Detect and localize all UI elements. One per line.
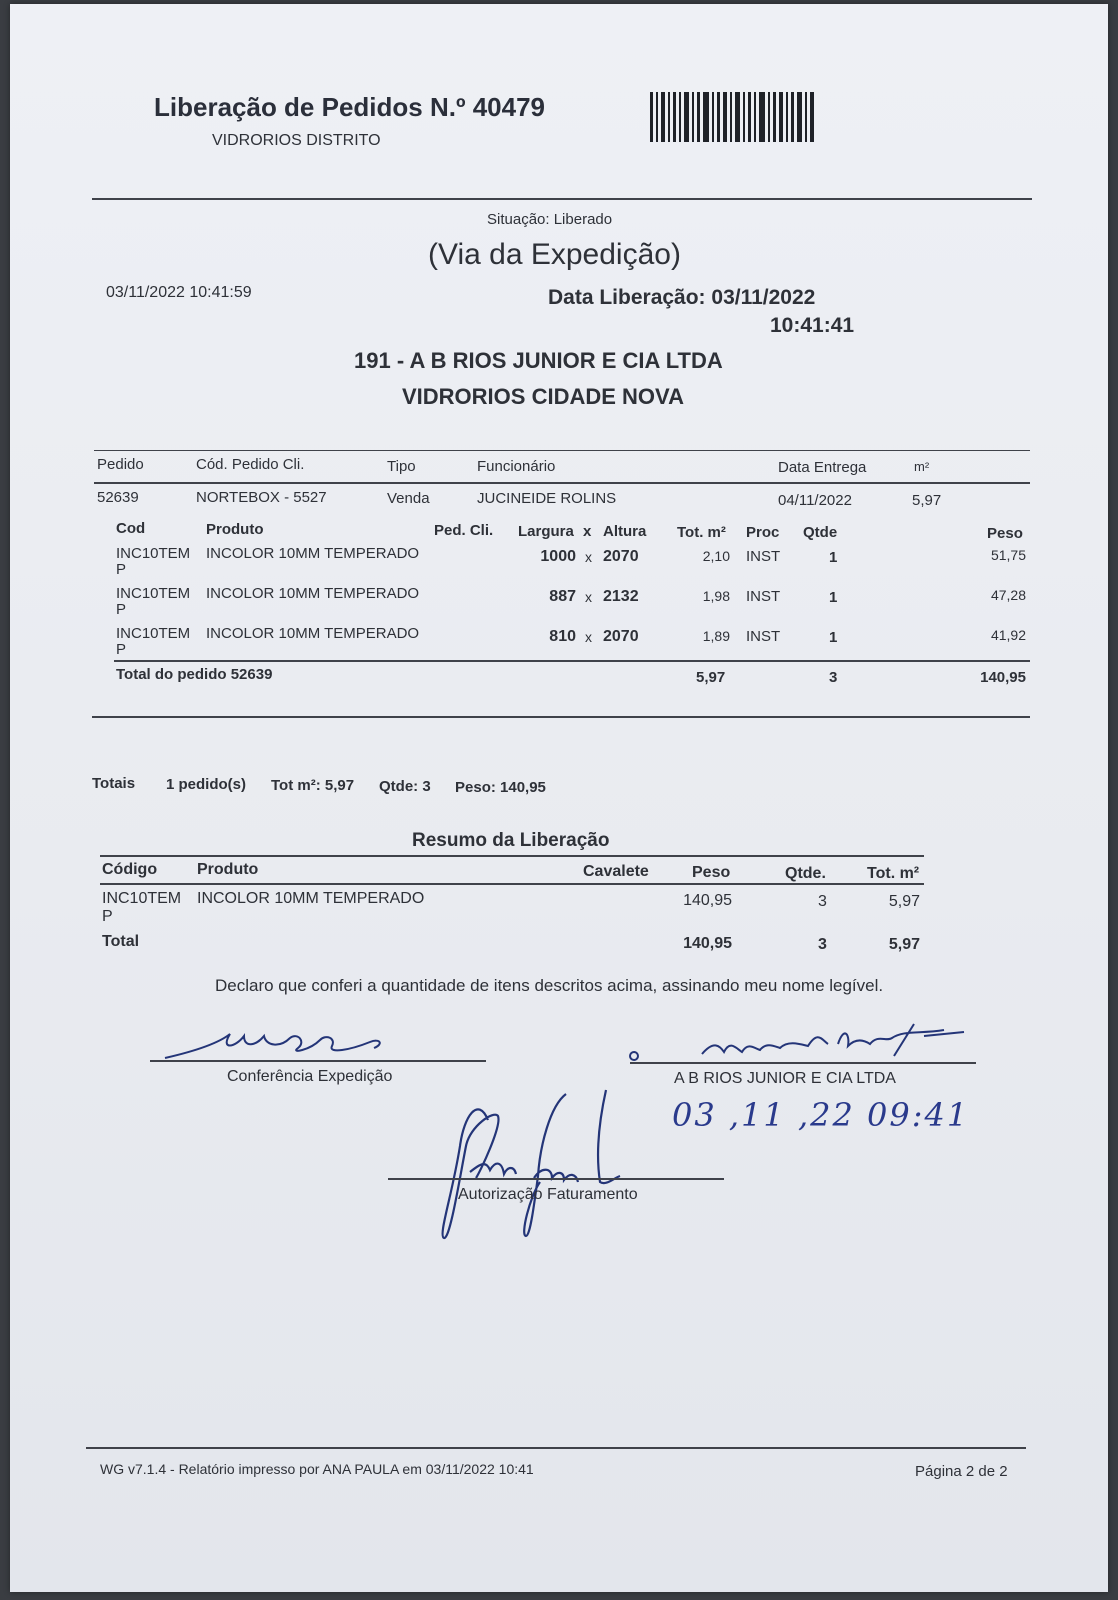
item-cod: INC10TEM xyxy=(116,545,191,562)
client-name: 191 - A B RIOS JUNIOR E CIA LTDA xyxy=(354,348,723,373)
conferencia-signature-line xyxy=(150,1060,486,1062)
client-signature-label: A B RIOS JUNIOR E CIA LTDA xyxy=(674,1070,896,1087)
cell-m2: 5,97 xyxy=(912,492,942,509)
cell-funcionario: JUCINEIDE ROLINS xyxy=(477,490,617,507)
order-total-qtde: 3 xyxy=(829,669,838,686)
barcode xyxy=(650,92,814,142)
col-m2: m² xyxy=(914,459,930,474)
release-time: 10:41:41 xyxy=(770,314,855,337)
summary-total-m2: 5,97 xyxy=(888,936,920,953)
totals-peso: Peso: 140,95 xyxy=(455,779,546,796)
totals-label: Totais xyxy=(92,775,136,792)
autorizacao-signature-line xyxy=(388,1178,724,1180)
summary-col-tot-m2: Tot. m² xyxy=(867,865,920,882)
header-divider xyxy=(92,198,1032,200)
cell-pedido: 52639 xyxy=(97,489,139,506)
summary-col-codigo: Código xyxy=(102,861,158,878)
item-qtde: 1 xyxy=(829,549,838,566)
item-proc: INST xyxy=(746,548,781,565)
item-cod-suffix: P xyxy=(116,561,127,578)
summary-peso: 140,95 xyxy=(683,892,732,909)
item-altura: 2132 xyxy=(603,588,639,605)
client-signature xyxy=(624,1016,974,1066)
conferencia-signature xyxy=(160,1020,400,1064)
item-cod-suffix: P xyxy=(116,641,127,658)
col-pedido: Pedido xyxy=(97,456,144,473)
order-total-label: Total do pedido 52639 xyxy=(116,666,273,683)
col-tipo: Tipo xyxy=(387,458,416,475)
item-largura: 810 xyxy=(549,628,576,645)
cell-data-entrega: 04/11/2022 xyxy=(778,492,852,509)
col-largura: Largura xyxy=(518,523,574,540)
footer-rule xyxy=(86,1447,1026,1449)
col-proc: Proc xyxy=(746,524,780,541)
col-data-entrega: Data Entrega xyxy=(778,459,867,476)
col-ped-cli: Ped. Cli. xyxy=(434,522,494,539)
document-title: Liberação de Pedidos N.º 40479 xyxy=(154,92,545,122)
item-altura: 2070 xyxy=(603,548,639,565)
summary-col-peso: Peso xyxy=(692,864,731,881)
footer-report-info: WG v7.1.4 - Relatório impresso por ANA PAULA em 03/11/2022 10:41 xyxy=(100,1461,534,1477)
client-signature-line xyxy=(630,1062,976,1064)
order-section-divider xyxy=(92,716,1030,718)
print-datetime: 03/11/2022 10:41:59 xyxy=(106,284,252,301)
item-x: x xyxy=(585,589,592,605)
col-altura: Altura xyxy=(603,523,647,540)
item-qtde: 1 xyxy=(829,589,838,606)
item-x: x xyxy=(585,629,592,645)
item-tot-m2: 2,10 xyxy=(702,548,730,564)
order-table-top-rule xyxy=(94,450,1030,451)
summary-col-produto: Produto xyxy=(197,861,259,878)
col-qtde: Qtde xyxy=(803,524,838,541)
cell-cod-pedido: NORTEBOX - 5527 xyxy=(196,489,327,506)
handwritten-date: 03 ,11 ,22 09:41 xyxy=(672,1096,970,1134)
item-altura: 2070 xyxy=(603,628,639,645)
item-proc: INST xyxy=(746,628,781,645)
col-cod-pedido: Cód. Pedido Cli. xyxy=(196,456,305,473)
totals-qtde: Qtde: 3 xyxy=(379,778,431,795)
summary-col-qtde: Qtde. xyxy=(785,865,826,882)
release-date: Data Liberação: 03/11/2022 xyxy=(548,286,816,309)
summary-col-cavalete: Cavalete xyxy=(583,863,649,880)
summary-tot-m2: 5,97 xyxy=(888,893,920,910)
document-sheet xyxy=(10,4,1108,1592)
summary-title: Resumo da Liberação xyxy=(412,830,610,851)
company-name: VIDRORIOS DISTRITO xyxy=(212,132,381,149)
summary-total-qtde: 3 xyxy=(818,936,827,953)
items-total-rule xyxy=(114,660,1030,662)
item-x: x xyxy=(585,549,592,565)
item-cod: INC10TEM xyxy=(116,585,191,602)
item-produto: INCOLOR 10MM TEMPERADO xyxy=(206,545,420,562)
summary-produto: INCOLOR 10MM TEMPERADO xyxy=(197,890,425,907)
col-x: x xyxy=(583,523,592,540)
summary-codigo-suffix: P xyxy=(102,908,113,925)
item-produto: INCOLOR 10MM TEMPERADO xyxy=(206,625,420,642)
item-cod-suffix: P xyxy=(116,601,127,618)
item-tot-m2: 1,98 xyxy=(702,588,730,604)
col-peso: Peso xyxy=(987,525,1023,542)
item-proc: INST xyxy=(746,588,781,605)
summary-codigo: INC10TEM xyxy=(102,890,182,907)
item-tot-m2: 1,89 xyxy=(702,628,730,644)
client-branch: VIDRORIOS CIDADE NOVA xyxy=(402,384,684,409)
autorizacao-label: Autorização Faturamento xyxy=(458,1186,638,1203)
order-total-peso: 140,95 xyxy=(980,669,1026,686)
totals-m2: Tot m²: 5,97 xyxy=(271,777,355,794)
item-peso: 41,92 xyxy=(990,627,1026,643)
col-produto: Produto xyxy=(206,521,264,538)
conferencia-label: Conferência Expedição xyxy=(227,1068,393,1085)
col-tot-m2: Tot. m² xyxy=(677,524,726,541)
summary-total-label: Total xyxy=(102,933,140,950)
item-largura: 887 xyxy=(549,588,576,605)
item-peso: 51,75 xyxy=(990,547,1026,563)
col-cod: Cod xyxy=(116,520,146,537)
cell-tipo: Venda xyxy=(387,490,430,507)
autorizacao-signature xyxy=(430,1086,650,1246)
page-number: Página 2 de 2 xyxy=(915,1463,1008,1480)
summary-header-rule xyxy=(100,883,924,885)
summary-total-peso: 140,95 xyxy=(683,935,732,952)
declaration-text: Declaro que conferi a quantidade de itens descritos acima, assinando meu nome legível. xyxy=(215,976,884,995)
totals-pedidos: 1 pedido(s) xyxy=(166,776,247,793)
col-funcionario: Funcionário xyxy=(477,458,556,475)
order-table-header-rule xyxy=(94,482,1030,484)
order-total-m2: 5,97 xyxy=(696,669,726,686)
copy-label: (Via da Expedição) xyxy=(428,238,681,271)
summary-qtde: 3 xyxy=(818,893,827,910)
item-produto: INCOLOR 10MM TEMPERADO xyxy=(206,585,420,602)
item-largura: 1000 xyxy=(540,548,576,565)
item-qtde: 1 xyxy=(829,629,838,646)
summary-top-rule xyxy=(100,855,924,857)
item-cod: INC10TEM xyxy=(116,625,191,642)
item-peso: 47,28 xyxy=(990,587,1026,603)
status-label: Situação: Liberado xyxy=(487,211,613,228)
barcode-graphic xyxy=(650,92,814,142)
